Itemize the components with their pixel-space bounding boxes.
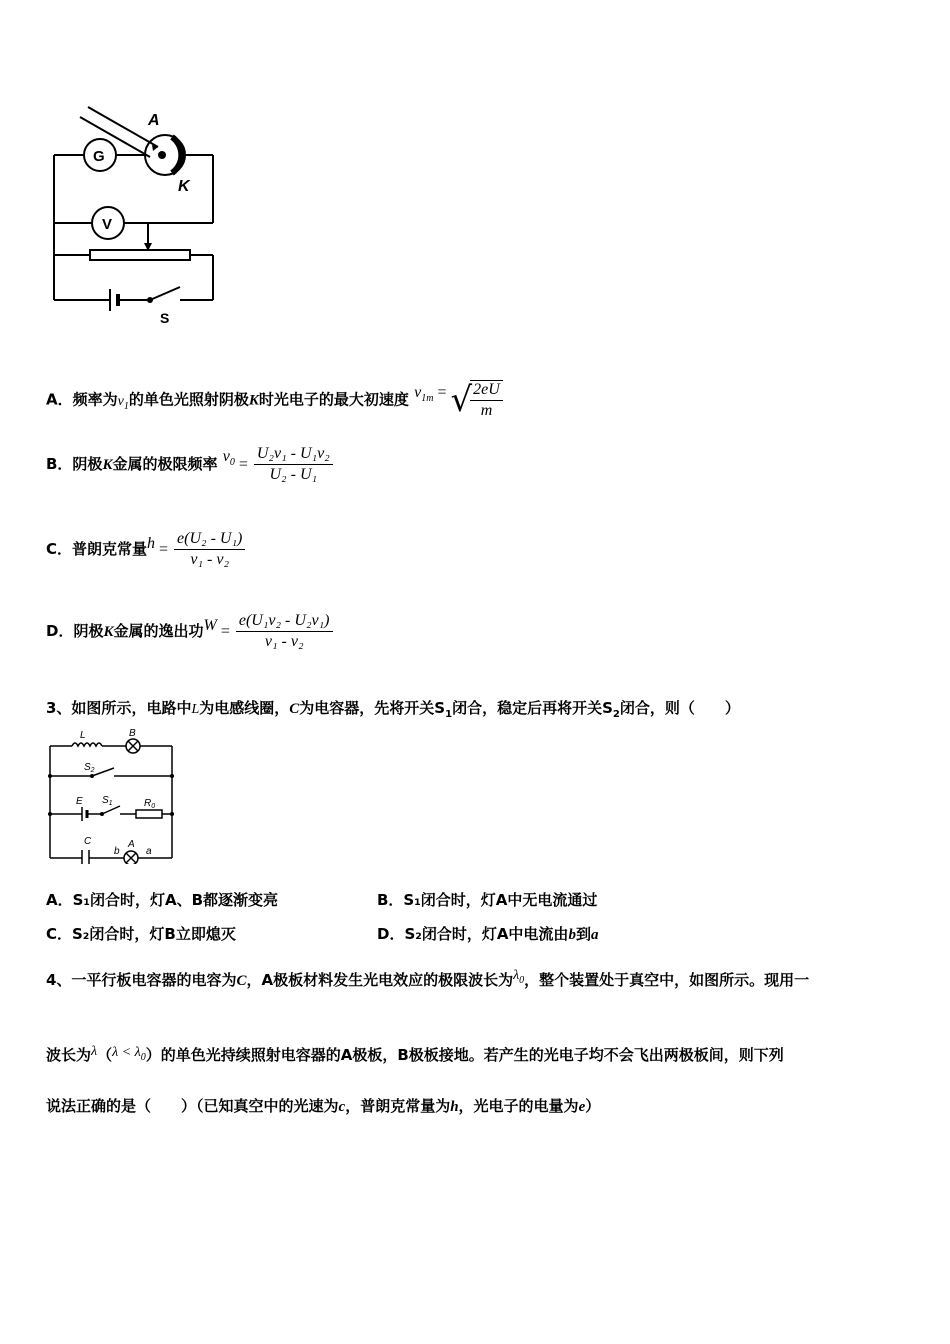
c-label-S1: $S_1$ [102,795,113,807]
c-label-R0: $R_0$ [144,798,156,810]
c-label-C: C [84,836,92,847]
c-label-E: E [76,796,83,807]
c-label-A: A [128,839,135,850]
c-label-b: b [114,846,120,857]
q3-option-c: C．S₂闭合时，灯B立即熄灭 [46,925,236,943]
q3-option-b: B．S₁闭合时，灯A中无电流通过 [377,891,598,909]
q3-option-a: A．S₁闭合时，灯A、B都逐渐变亮 [46,891,279,909]
label-A: A [148,112,160,129]
c-label-a: a [146,846,152,857]
c-label-L: L [80,730,86,741]
q4-line-1: 4、一平行板电容器的电容为C，A极板材料发生光电效应的极限波长为$\lambda_0$，整个装置处于真空中，如图所示。现用一 [46,968,810,989]
q2-option-d: D．阴极K金属的逸出功W = $\frac{\text{e(U₁v₂ - U₂v₁)}}{\text{v₁ - v₂}}$ [46,612,335,651]
label-K: K [178,178,190,195]
label-V: V [102,216,113,233]
q3-stem: 3、如图所示，电路中L为电感线圈，C为电容器，先将开关$S_1$闭合，稳定后再将开关$S_2$闭合，则（ ） [46,699,740,720]
photoelectric-circuit-figure [40,95,230,330]
q4-line-2: 波长为$\lambda(\lambda < \lambda_0)$的单色光持续照射电容器的A极板，B极板接地。若产生的光电子均不会飞出两极板间，则下列 [46,1044,784,1064]
c-label-B: B [129,728,136,739]
q2-option-b: B．阴极K金属的极限频率 $v_0$ = $\frac{\text{U₂v₁ - U₁v₂}}{\text{U₂ - U₁}}$ [46,445,335,484]
lc-circuit-figure [44,726,179,864]
label-G: G [93,148,105,165]
label-S: S [160,310,170,326]
q3-option-d: D．S₂闭合时，灯A中电流由b到a [377,925,599,943]
q4-line-3: 说法正确的是（ ）（已知真空中的光速为c，普朗克常量为h，光电子的电量为e） [46,1097,601,1115]
q2-option-a: A．频率为$v_1$的单色光照射阴极K时光电子的最大初速度 $v_{1m}$ = √ $\frac{2eU}{m}$ [46,380,505,420]
c-label-S2: $S_2$ [84,762,95,774]
q2-option-c: C．普朗克常量h = $\frac{\text{e(U₂ - U₁)}}{\text{v₁ - v₂}}$ [46,530,247,569]
